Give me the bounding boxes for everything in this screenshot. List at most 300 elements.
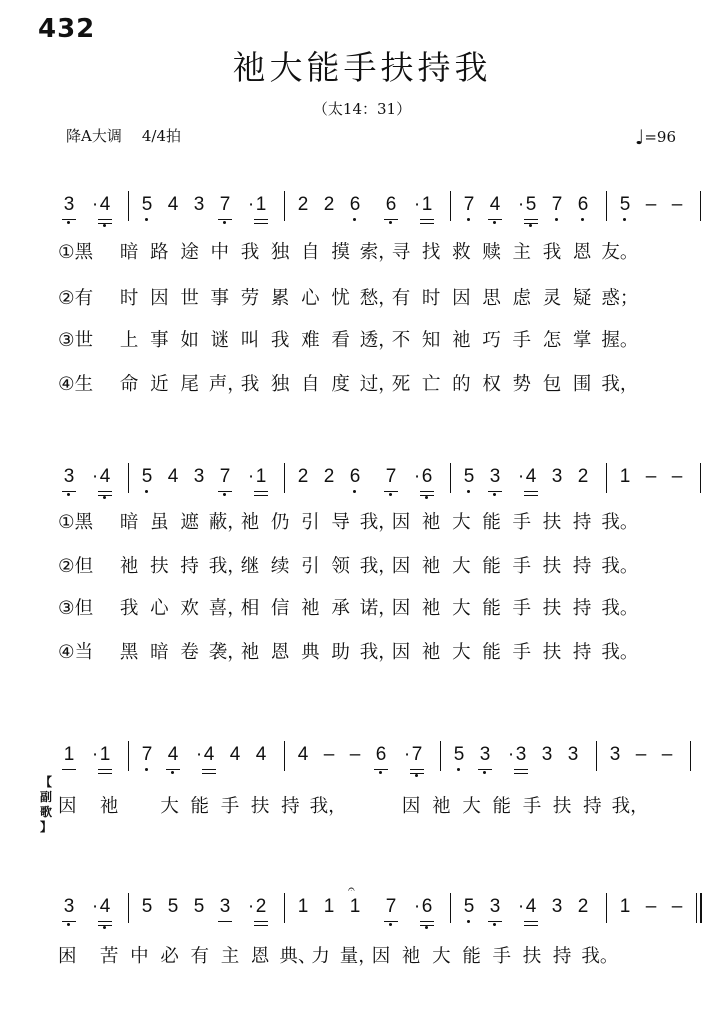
lyric-syllable: 独 xyxy=(270,374,290,395)
lyric-syllable: 大 xyxy=(452,642,471,663)
lyric-syllable: 我， xyxy=(359,642,397,663)
lyric-syllable: 因 xyxy=(452,288,471,309)
rhythm-underline xyxy=(98,773,112,774)
lyric-syllable: 友。 xyxy=(601,242,639,263)
lyric-syllable: 中 xyxy=(130,946,149,967)
lyric-syllable: 祂 xyxy=(432,796,451,817)
lyric-syllable: 掌 xyxy=(572,330,592,351)
note: 2 xyxy=(577,466,589,487)
augmentation-dot: · xyxy=(507,744,515,765)
lyric-syllable: 因 xyxy=(391,642,411,663)
barline xyxy=(690,741,691,771)
lyric-syllable: 大 xyxy=(462,796,481,817)
rhythm-underline xyxy=(62,219,76,220)
rhythm-underline xyxy=(254,223,268,224)
note: 4 xyxy=(525,896,537,917)
lyric-syllable: 典 xyxy=(301,642,320,663)
lyric-syllable: 中 xyxy=(210,242,230,263)
lyric-syllable: 因 xyxy=(150,288,169,309)
augmentation-dot: · xyxy=(91,466,99,487)
lyric-syllable: 路 xyxy=(150,242,169,263)
lyric-syllable: 祂 xyxy=(421,642,441,663)
lyric-syllable: 领 xyxy=(331,556,350,577)
final-barline xyxy=(700,893,702,923)
lyric-syllable: 暗 xyxy=(150,642,169,663)
note: 4 xyxy=(99,466,111,487)
dash: – xyxy=(323,744,335,765)
rhythm-underline xyxy=(218,491,232,492)
lyric-syllable: 世 xyxy=(180,288,199,309)
lyric-syllable: 祂 xyxy=(240,642,260,663)
note: 5 xyxy=(453,744,465,765)
augmentation-dot: · xyxy=(413,466,421,487)
note: 1 xyxy=(619,896,631,917)
lyric-syllable: 扶 xyxy=(150,556,169,577)
octave-dot xyxy=(493,923,496,926)
lyric-syllable: 我 xyxy=(270,330,290,351)
lyric-syllable: ③世 xyxy=(58,330,94,351)
lyric-syllable: 能 xyxy=(482,512,501,533)
augmentation-dot: · xyxy=(195,744,203,765)
note: 3 xyxy=(541,744,553,765)
octave-dot xyxy=(467,218,470,221)
lyric-syllable: 上 xyxy=(119,330,139,351)
rhythm-underline xyxy=(488,491,502,492)
lyric-syllable: 时 xyxy=(421,288,441,309)
lyric-syllable: 我 xyxy=(240,242,260,263)
lyric-syllable: 暗 xyxy=(119,242,139,263)
lyric-syllable: 亡 xyxy=(421,374,441,395)
rhythm-underline xyxy=(374,769,388,770)
rhythm-underline xyxy=(98,495,112,496)
lyric-syllable: 扶 xyxy=(552,796,572,817)
note: 7 xyxy=(219,466,231,487)
key-signature xyxy=(66,125,181,146)
lyric-syllable: 手 xyxy=(492,946,512,967)
rhythm-underline xyxy=(524,491,538,492)
lyric-syllable: 索， xyxy=(359,242,397,263)
dash: – xyxy=(645,194,657,215)
rhythm-underline xyxy=(218,921,232,922)
lyric-syllable: 助 xyxy=(331,642,350,663)
lyric-syllable: 祂 xyxy=(99,796,119,817)
lyric-syllable: 能 xyxy=(492,796,512,817)
octave-dot xyxy=(555,218,558,221)
note: 4 xyxy=(99,194,111,215)
augmentation-dot: · xyxy=(247,896,255,917)
augmentation-dot: · xyxy=(247,466,255,487)
lyric-syllable: 有 xyxy=(190,946,210,967)
lyric-syllable: ②有 xyxy=(58,288,94,309)
lyric-syllable: 手 xyxy=(220,796,240,817)
lyric-syllable: ①黑 xyxy=(58,242,94,263)
lyric-syllable: ①黑 xyxy=(58,512,94,533)
rhythm-underline xyxy=(254,921,268,922)
lyric-syllable: 因 xyxy=(391,512,411,533)
lyric-syllable: 的 xyxy=(452,374,471,395)
lyric-syllable: 愁， xyxy=(359,288,397,309)
rhythm-underline xyxy=(254,495,268,496)
lyric-syllable: 累 xyxy=(270,288,290,309)
lyric-syllable: 权 xyxy=(482,374,501,395)
note: 3 xyxy=(567,744,579,765)
note: 3 xyxy=(63,194,75,215)
rhythm-underline xyxy=(524,219,538,220)
dash: – xyxy=(645,466,657,487)
lyric-syllable: 祂 xyxy=(119,556,139,577)
note: 1 xyxy=(99,744,111,765)
lyric-syllable: 袭， xyxy=(208,642,246,663)
rhythm-underline xyxy=(420,925,434,926)
lyric-syllable: 近 xyxy=(150,374,169,395)
chorus-label-open: 【 xyxy=(39,775,52,789)
octave-dot xyxy=(467,490,470,493)
note: 2 xyxy=(577,896,589,917)
lyric-syllable: 知 xyxy=(421,330,441,351)
octave-dot xyxy=(67,923,70,926)
note: 7 xyxy=(385,896,397,917)
note: 5 xyxy=(193,896,205,917)
lyric-syllable: 恩 xyxy=(250,946,270,967)
lyric-syllable: 手 xyxy=(512,512,532,533)
rhythm-underline xyxy=(202,769,216,770)
lyric-syllable: 量， xyxy=(339,946,377,967)
lyric-syllable: ④当 xyxy=(58,642,94,663)
lyric-syllable: 主 xyxy=(220,946,240,967)
augmentation-dot: · xyxy=(91,194,99,215)
rhythm-underline xyxy=(218,219,232,220)
rhythm-underline xyxy=(62,769,76,770)
rhythm-underline xyxy=(410,769,424,770)
lyric-syllable: 续 xyxy=(270,556,290,577)
note: 5 xyxy=(141,194,153,215)
note: 1 xyxy=(255,194,267,215)
lyric-syllable: 因 xyxy=(371,946,391,967)
note: 2 xyxy=(323,194,335,215)
lyric-syllable: 命 xyxy=(119,374,139,395)
lyric-syllable: 尾 xyxy=(180,374,199,395)
octave-dot xyxy=(425,496,428,499)
lyric-syllable: 度 xyxy=(331,374,350,395)
lyric-syllable: 因 xyxy=(401,796,421,817)
lyric-syllable: 力 xyxy=(311,946,330,967)
lyric-syllable: 我。 xyxy=(601,512,639,533)
note: 2 xyxy=(323,466,335,487)
octave-dot xyxy=(623,218,626,221)
rhythm-underline xyxy=(62,491,76,492)
lyric-syllable: 心 xyxy=(150,598,169,619)
lyric-syllable: 难 xyxy=(301,330,320,351)
lyric-syllable: 我， xyxy=(601,374,639,395)
lyric-syllable: 持 xyxy=(583,796,602,817)
rhythm-underline xyxy=(202,773,216,774)
note: 6 xyxy=(421,896,433,917)
note: 1 xyxy=(421,194,433,215)
lyric-syllable: 握。 xyxy=(601,330,639,351)
lyric-syllable: 过， xyxy=(359,374,397,395)
note: 3 xyxy=(551,896,563,917)
lyric-syllable: 祂 xyxy=(301,598,320,619)
rhythm-underline xyxy=(98,223,112,224)
lyric-syllable: 扶 xyxy=(250,796,270,817)
octave-dot xyxy=(103,496,106,499)
note: 1 xyxy=(255,466,267,487)
lyric-syllable: 能 xyxy=(462,946,481,967)
rhythm-underline xyxy=(524,223,538,224)
rhythm-underline xyxy=(420,219,434,220)
lyric-syllable: 赎 xyxy=(482,242,501,263)
lyric-syllable: ②但 xyxy=(58,556,94,577)
lyric-syllable: 疑 xyxy=(572,288,592,309)
barline xyxy=(440,741,441,771)
barline xyxy=(450,463,451,493)
octave-dot xyxy=(457,768,460,771)
lyric-syllable: 必 xyxy=(160,946,179,967)
note: 5 xyxy=(167,896,179,917)
note: 4 xyxy=(297,744,309,765)
rhythm-underline xyxy=(98,925,112,926)
octave-dot xyxy=(581,218,584,221)
lyric-syllable: 仍 xyxy=(270,512,290,533)
dash: – xyxy=(645,896,657,917)
lyric-syllable: 叫 xyxy=(240,330,260,351)
lyric-syllable: 如 xyxy=(180,330,199,351)
note: 5 xyxy=(619,194,631,215)
lyric-syllable: 手 xyxy=(512,556,532,577)
rhythm-underline xyxy=(384,491,398,492)
note: 1 xyxy=(349,896,361,917)
barline xyxy=(596,741,597,771)
barline xyxy=(606,191,607,221)
rhythm-underline xyxy=(524,925,538,926)
lyric-syllable: 持 xyxy=(281,796,300,817)
lyric-syllable: 继 xyxy=(240,556,260,577)
rhythm-underline xyxy=(420,921,434,922)
lyric-syllable: 能 xyxy=(190,796,210,817)
augmentation-dot: · xyxy=(413,896,421,917)
lyric-syllable: 手 xyxy=(512,642,532,663)
rhythm-underline xyxy=(98,769,112,770)
lyric-syllable: 欢 xyxy=(180,598,199,619)
barline xyxy=(700,191,701,221)
lyric-syllable: 死 xyxy=(391,374,411,395)
note: 2 xyxy=(297,466,309,487)
note: 4 xyxy=(203,744,215,765)
note: 7 xyxy=(219,194,231,215)
augmentation-dot: · xyxy=(247,194,255,215)
note: 3 xyxy=(219,896,231,917)
note: 2 xyxy=(255,896,267,917)
rhythm-underline xyxy=(524,921,538,922)
lyric-syllable: 因 xyxy=(58,796,77,817)
augmentation-dot: · xyxy=(413,194,421,215)
lyric-syllable: 寻 xyxy=(391,242,411,263)
tempo-marking xyxy=(635,125,676,149)
scripture-reference: （太14：31） xyxy=(312,100,412,118)
note: 3 xyxy=(489,896,501,917)
lyric-syllable: 不 xyxy=(391,330,411,351)
rhythm-underline xyxy=(166,769,180,770)
rhythm-underline xyxy=(384,921,398,922)
note: 3 xyxy=(63,896,75,917)
lyric-syllable: 忧 xyxy=(331,288,350,309)
lyric-syllable: 恩 xyxy=(572,242,592,263)
lyric-syllable: 我， xyxy=(309,796,347,817)
time-signature: 4/4拍 xyxy=(141,127,181,145)
note: 7 xyxy=(141,744,153,765)
dash: – xyxy=(349,744,361,765)
rhythm-underline xyxy=(488,921,502,922)
dash: – xyxy=(671,466,683,487)
lyric-syllable: 大 xyxy=(452,556,471,577)
lyric-syllable: ④生 xyxy=(58,374,94,395)
augmentation-dot: · xyxy=(91,744,99,765)
octave-dot xyxy=(389,493,392,496)
rhythm-underline xyxy=(254,491,268,492)
lyric-syllable: 谜 xyxy=(210,330,230,351)
key-name: 降A大调 xyxy=(66,127,122,145)
lyric-syllable: 引 xyxy=(301,556,320,577)
lyric-syllable: 祂 xyxy=(421,598,441,619)
lyric-syllable: 时 xyxy=(119,288,139,309)
lyric-syllable: 遮 xyxy=(180,512,199,533)
barline xyxy=(284,741,285,771)
note: 6 xyxy=(421,466,433,487)
chorus-label xyxy=(36,775,56,835)
note: 4 xyxy=(229,744,241,765)
note: 6 xyxy=(375,744,387,765)
octave-dot xyxy=(103,224,106,227)
lyric-syllable: 主 xyxy=(512,242,532,263)
octave-dot xyxy=(467,920,470,923)
note: 3 xyxy=(479,744,491,765)
barline xyxy=(284,463,285,493)
lyric-syllable: 苦 xyxy=(99,946,119,967)
lyric-syllable: 祂 xyxy=(401,946,421,967)
lyric-syllable: 扶 xyxy=(542,642,562,663)
barline xyxy=(128,463,129,493)
tempo-value: =96 xyxy=(644,128,676,146)
lyric-syllable: 承 xyxy=(331,598,350,619)
octave-dot xyxy=(353,490,356,493)
lyric-syllable: 有 xyxy=(391,288,411,309)
octave-dot xyxy=(389,923,392,926)
lyric-syllable: 包 xyxy=(542,374,562,395)
note: 3 xyxy=(193,466,205,487)
lyric-syllable: 找 xyxy=(421,242,441,263)
lyric-syllable: 手 xyxy=(512,598,532,619)
dash: – xyxy=(661,744,673,765)
rhythm-underline xyxy=(98,491,112,492)
rhythm-underline xyxy=(514,769,528,770)
augmentation-dot: · xyxy=(517,194,525,215)
lyric-syllable: 心 xyxy=(301,288,320,309)
note: 3 xyxy=(515,744,527,765)
lyric-syllable: 手 xyxy=(522,796,542,817)
octave-dot xyxy=(145,490,148,493)
note: 1 xyxy=(323,896,335,917)
rhythm-underline xyxy=(410,773,424,774)
rhythm-underline xyxy=(420,491,434,492)
lyric-syllable: 途 xyxy=(180,242,199,263)
note: 7 xyxy=(385,466,397,487)
lyric-syllable: 我。 xyxy=(601,598,639,619)
barline xyxy=(450,893,451,923)
lyric-syllable: 诺， xyxy=(359,598,397,619)
lyric-syllable: 劳 xyxy=(240,288,260,309)
note: 4 xyxy=(99,896,111,917)
lyric-syllable: 救 xyxy=(452,242,471,263)
lyric-syllable: 我 xyxy=(119,598,139,619)
lyric-syllable: 因 xyxy=(391,598,411,619)
lyric-syllable: 暗 xyxy=(119,512,139,533)
lyric-syllable: 我。 xyxy=(581,946,619,967)
lyric-syllable: 能 xyxy=(482,556,501,577)
lyric-syllable: 持 xyxy=(572,556,592,577)
lyric-syllable: 手 xyxy=(512,330,532,351)
barline xyxy=(128,893,129,923)
lyric-syllable: 持 xyxy=(180,556,199,577)
octave-dot xyxy=(529,224,532,227)
note: 6 xyxy=(349,466,361,487)
note: 6 xyxy=(385,194,397,215)
octave-dot xyxy=(223,493,226,496)
octave-dot xyxy=(67,221,70,224)
lyric-syllable: 祂 xyxy=(421,512,441,533)
chorus-label-char: 歌 xyxy=(39,805,52,819)
barline xyxy=(128,191,129,221)
lyric-syllable: 我。 xyxy=(601,556,639,577)
fermata-icon: 𝄐 xyxy=(348,882,355,896)
lyric-syllable: 势 xyxy=(512,374,532,395)
note: 3 xyxy=(63,466,75,487)
lyric-syllable: 持 xyxy=(552,946,572,967)
octave-dot xyxy=(223,221,226,224)
barline xyxy=(606,463,607,493)
note: 7 xyxy=(551,194,563,215)
note: 3 xyxy=(489,466,501,487)
octave-dot xyxy=(379,771,382,774)
note: 2 xyxy=(297,194,309,215)
note: 7 xyxy=(463,194,475,215)
lyric-syllable: 黑 xyxy=(119,642,139,663)
barline xyxy=(284,893,285,923)
lyric-syllable: 巧 xyxy=(482,330,501,351)
octave-dot xyxy=(145,768,148,771)
lyric-syllable: 因 xyxy=(391,556,411,577)
barline xyxy=(700,463,701,493)
lyric-syllable: 持 xyxy=(572,642,592,663)
rhythm-underline xyxy=(254,219,268,220)
rhythm-underline xyxy=(98,921,112,922)
lyric-syllable: 祂 xyxy=(452,330,471,351)
chorus-label-close: 】 xyxy=(39,820,52,834)
lyric-syllable: 祂 xyxy=(421,556,441,577)
note: 3 xyxy=(193,194,205,215)
octave-dot xyxy=(171,771,174,774)
lyric-syllable: 持 xyxy=(572,512,592,533)
rhythm-underline xyxy=(384,219,398,220)
note: 6 xyxy=(577,194,589,215)
lyric-syllable: ③但 xyxy=(58,598,94,619)
note: 7 xyxy=(411,744,423,765)
lyric-syllable: 我 xyxy=(240,374,260,395)
rhythm-underline xyxy=(62,921,76,922)
lyric-syllable: 围 xyxy=(572,374,592,395)
octave-dot xyxy=(389,221,392,224)
lyric-syllable: 大 xyxy=(452,598,471,619)
lyric-syllable: 卷 xyxy=(180,642,199,663)
